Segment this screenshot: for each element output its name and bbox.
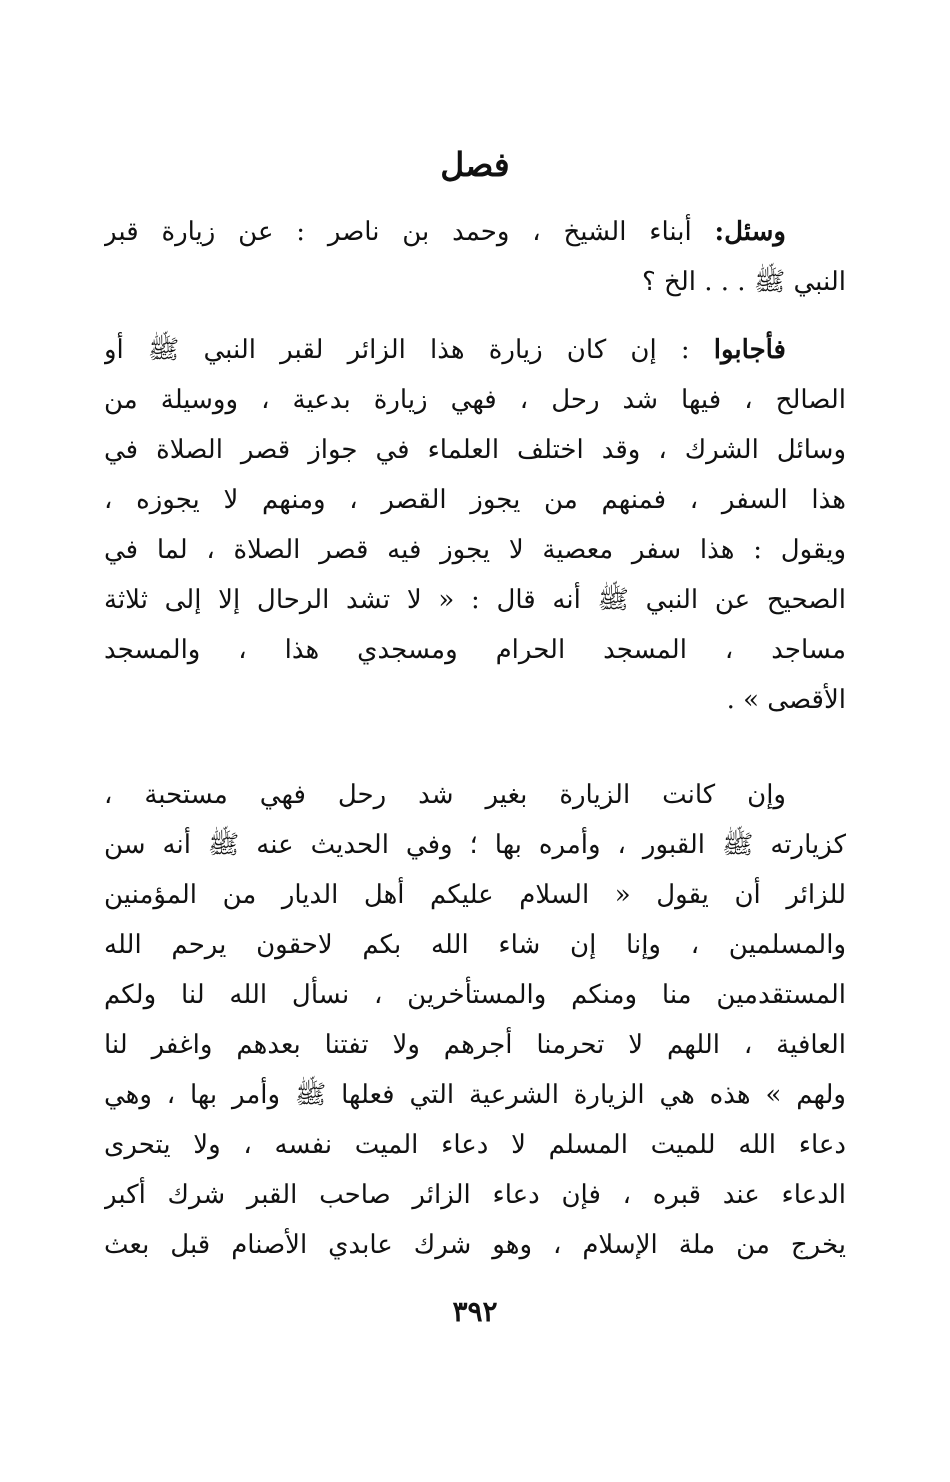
text-line: المستقدمين منا ومنكم والمستأخرين ، نسأل الله لنا ولكم	[104, 980, 846, 1010]
lead-word: فأجابوا	[713, 335, 786, 365]
text-line: كزيارته ﷺ القبور ، وأمره بها ؛ وفي الحديث عنه ﷺ أنه سن	[104, 830, 846, 860]
paragraph-question	[104, 207, 846, 307]
paragraph-visit	[104, 770, 846, 1270]
page-number: ٣٩٢	[452, 1295, 498, 1328]
text-line: مساجد ، المسجد الحرام ومسجدي هذا ، والمسجد	[104, 635, 846, 665]
text-line: العافية ، اللهم لا تحرمنا أجرهم ولا تفتنا بعدهم واغفر لنا	[104, 1030, 846, 1060]
text-line: فأجابوا : إن كان زيارة هذا الزائر لقبر النبي ﷺ أو	[104, 335, 786, 365]
text-line: دعاء الله للميت المسلم لا دعاء الميت نفسه ، ولا يتحرى	[104, 1130, 846, 1160]
text-line: الأقصى » .	[726, 685, 846, 715]
text-line: وإن كانت الزيارة بغير شد رحل فهي مستحبة ،	[104, 780, 786, 810]
text-line: الدعاء عند قبره ، فإن دعاء الزائر صاحب القبر شرك أكبر	[104, 1180, 846, 1210]
section-title: فصل	[440, 145, 510, 184]
text-line: النبي ﷺ . . . الخ ؟	[641, 267, 846, 297]
paragraph-answer	[104, 325, 846, 725]
text-line: وسائل الشرك ، وقد اختلف العلماء في جواز قصر الصلاة في	[104, 435, 846, 465]
text-line: ويقول : هذا سفر معصية لا يجوز فيه قصر الصلاة ، لما في	[104, 535, 846, 565]
text-line: الصحيح عن النبي ﷺ أنه قال : « لا تشد الرحال إلا إلى ثلاثة	[104, 585, 846, 615]
text-line: الصالح ، فيها شد رحل ، فهي زيارة بدعية ، ووسيلة من	[104, 385, 846, 415]
text-line: يخرج من ملة الإسلام ، وهو شرك عابدي الأصنام قبل بعث	[104, 1230, 846, 1260]
text-line: ولهم » هذه هي الزيارة الشرعية التي فعلها ﷺ وأمر بها ، وهي	[104, 1080, 846, 1110]
text-line: وسئل: أبناء الشيخ ، وحمد بن ناصر : عن زيارة قبر	[104, 217, 786, 247]
text-line: هذا السفر ، فمنهم من يجوز القصر ، ومنهم لا يجوزه ،	[104, 485, 846, 515]
text-line: والمسلمين ، وإنا إن شاء الله بكم لاحقون يرحم الله	[104, 930, 846, 960]
lead-word: وسئل:	[714, 217, 786, 247]
text-line: للزائر أن يقول « السلام عليكم أهل الديار من المؤمنين	[104, 880, 846, 910]
